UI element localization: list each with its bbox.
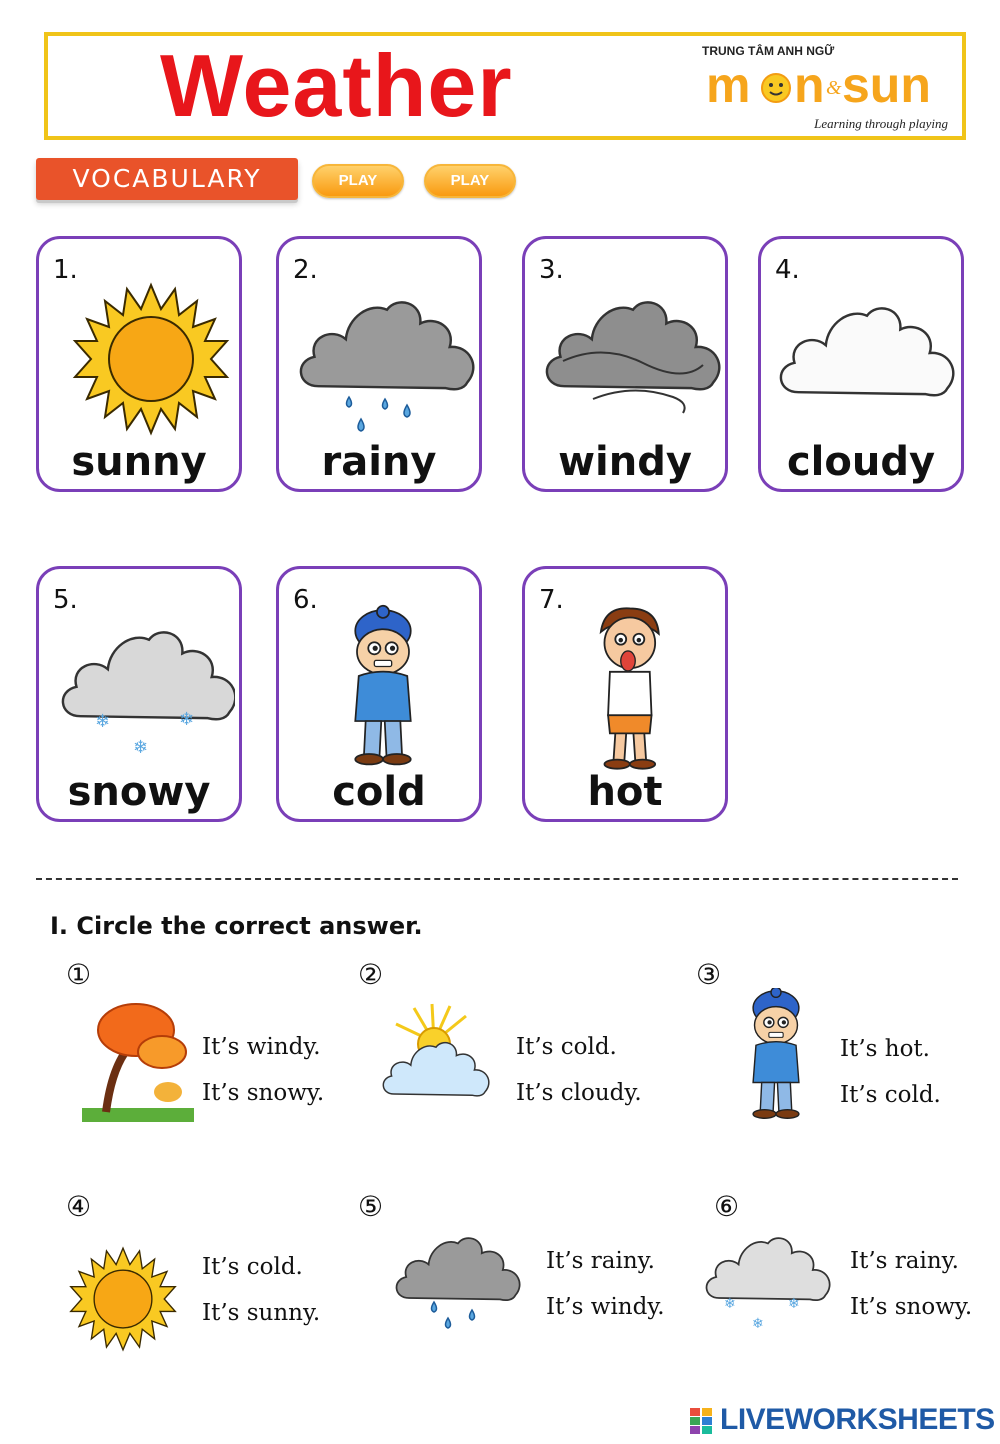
- question-number: ②: [358, 958, 384, 991]
- brand-logo: [696, 40, 958, 136]
- card-number: 3.: [539, 255, 564, 285]
- wind-cloud-icon: [533, 273, 721, 443]
- card-word: snowy: [67, 769, 211, 815]
- card-number: 4.: [775, 255, 800, 285]
- answer-option[interactable]: It’s cold.: [516, 1034, 617, 1060]
- answer-option[interactable]: It’s rainy.: [850, 1248, 959, 1274]
- svg-text:sun: sun: [842, 57, 931, 113]
- svg-text:❄: ❄: [133, 737, 149, 758]
- svg-text:m: m: [706, 57, 751, 113]
- exercise-heading: I. Circle the correct answer.: [50, 912, 423, 940]
- card-number: 5.: [53, 585, 78, 615]
- card-word: sunny: [71, 439, 207, 485]
- answer-option[interactable]: It’s rainy.: [546, 1248, 655, 1274]
- snow-cloud-icon: [47, 603, 235, 773]
- logo-tagline: Learning through playing: [814, 116, 948, 131]
- play-button-2[interactable]: PLAY: [424, 164, 516, 198]
- answer-option[interactable]: It’s cloudy.: [516, 1080, 642, 1106]
- vocab-card-cold: [276, 566, 482, 822]
- footer-brand: [690, 1402, 995, 1438]
- cloud-icon: [769, 273, 957, 443]
- vocab-card-snowy: [36, 566, 242, 822]
- card-word: hot: [587, 769, 663, 815]
- logo-brand-mark: [702, 54, 958, 114]
- card-word: cold: [332, 769, 426, 815]
- cold-boy-icon: [728, 988, 824, 1124]
- vocabulary-tag: [36, 158, 298, 200]
- logo-top-text: TRUNG TÂM ANH NGỮ: [702, 44, 835, 58]
- question-number: ③: [696, 958, 722, 991]
- svg-text:❄: ❄: [179, 709, 195, 730]
- footer-brand-text: LIVEWORKSHEETS: [720, 1403, 995, 1436]
- play-button-1[interactable]: PLAY: [312, 164, 404, 198]
- svg-text:❄: ❄: [724, 1296, 736, 1312]
- vocab-card-windy: [522, 236, 728, 492]
- rain-cloud-icon: [287, 273, 475, 443]
- question-number: ①: [66, 958, 92, 991]
- answer-option[interactable]: It’s windy.: [202, 1034, 321, 1060]
- svg-text:❄: ❄: [752, 1316, 764, 1332]
- card-word: rainy: [321, 439, 437, 485]
- snow-cloud-icon: [698, 1228, 838, 1338]
- answer-option[interactable]: It’s sunny.: [202, 1300, 321, 1326]
- sun-cloud-icon: [374, 1002, 498, 1114]
- answer-option[interactable]: It’s snowy.: [202, 1080, 325, 1106]
- page-title: Weather: [160, 36, 513, 135]
- liveworksheets-logo-icon: [690, 1408, 714, 1434]
- sun-icon: [47, 273, 235, 443]
- card-word: windy: [558, 439, 692, 485]
- question-number: ⑥: [714, 1190, 740, 1223]
- svg-text:❄: ❄: [788, 1296, 800, 1312]
- answer-option[interactable]: It’s windy.: [546, 1294, 665, 1320]
- question-number: ⑤: [358, 1190, 384, 1223]
- answer-option[interactable]: It’s hot.: [840, 1036, 930, 1062]
- section-divider: [36, 878, 958, 880]
- sun-icon: [68, 1244, 178, 1354]
- vocab-card-cloudy: [758, 236, 964, 492]
- vocab-card-hot: [522, 566, 728, 822]
- cold-boy-icon: [287, 603, 475, 773]
- answer-option[interactable]: It’s snowy.: [850, 1294, 973, 1320]
- card-number: 7.: [539, 585, 564, 615]
- card-number: 2.: [293, 255, 318, 285]
- hot-boy-icon: [533, 603, 721, 773]
- card-word: cloudy: [786, 439, 936, 485]
- card-number: 1.: [53, 255, 78, 285]
- question-number: ④: [66, 1190, 92, 1223]
- vocab-card-rainy: [276, 236, 482, 492]
- answer-option[interactable]: It’s cold.: [202, 1254, 303, 1280]
- windy-tree-icon: [76, 996, 200, 1126]
- svg-text:❄: ❄: [95, 711, 111, 732]
- svg-text:&: &: [826, 77, 842, 99]
- vocab-card-sunny: [36, 236, 242, 492]
- rain-cloud-icon: [388, 1228, 528, 1338]
- card-number: 6.: [293, 585, 318, 615]
- svg-text:n: n: [794, 57, 825, 113]
- answer-option[interactable]: It’s cold.: [840, 1082, 941, 1108]
- vocabulary-label: VOCABULARY: [72, 164, 262, 193]
